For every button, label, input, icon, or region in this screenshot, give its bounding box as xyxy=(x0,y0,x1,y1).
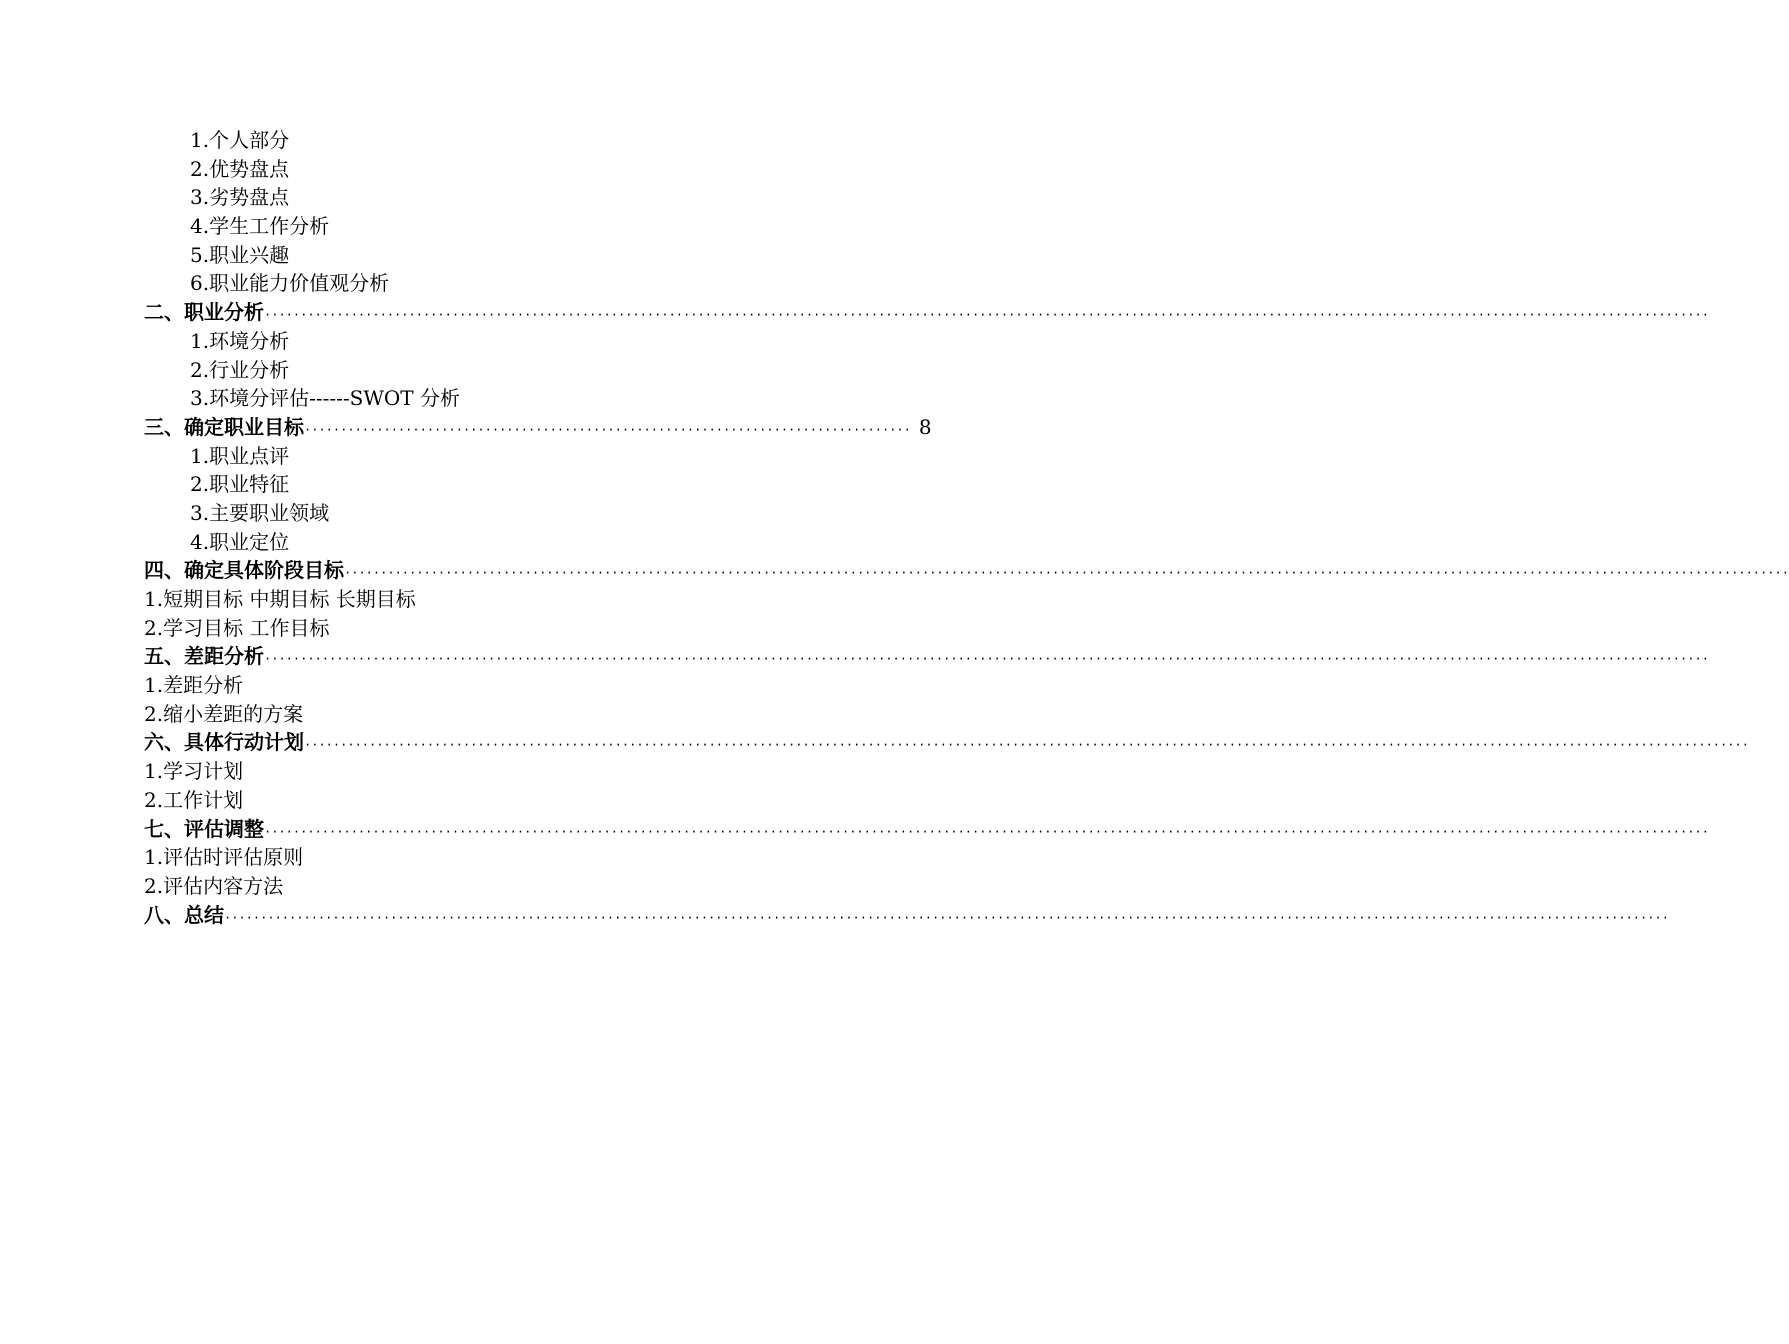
toc-section-heading xyxy=(0,642,1709,671)
toc-item: 2.优势盘点 xyxy=(190,156,290,181)
toc-item: 2.缩小差距的方案 xyxy=(144,701,304,726)
section-title: 七、评估调整 xyxy=(144,816,264,841)
toc-item: 2.学习目标 工作目标 xyxy=(144,615,330,640)
toc-item: 2.职业特征 xyxy=(190,472,290,497)
toc-item: 2.工作计划 xyxy=(144,787,244,812)
dot-leader: ········································································································································································································ xyxy=(264,308,1709,323)
toc-section-heading xyxy=(0,413,932,442)
section-title: 六、具体行动计划 xyxy=(144,730,304,755)
toc-item: 1.环境分析 xyxy=(190,328,290,353)
toc-item: 3.环境分评估------SWOT 分析 xyxy=(190,386,460,411)
section-title: 五、差距分析 xyxy=(144,644,264,669)
toc-item: 1.短期目标 中期目标 长期目标 xyxy=(144,587,416,611)
toc-item: 1.差距分析 xyxy=(144,673,244,698)
toc-section-heading xyxy=(0,815,1709,844)
toc-item: 2.行业分析 xyxy=(190,357,290,382)
toc-item: 4.职业定位 xyxy=(190,529,290,554)
dot-leader: ········································································································································································································ xyxy=(264,652,1709,667)
toc-item: 2.评估内容方法 xyxy=(144,873,284,898)
toc-section-heading xyxy=(0,728,1749,757)
dot-leader: ········································································································································································································ xyxy=(224,910,1669,925)
toc-item: 4.学生工作分析 xyxy=(190,214,330,239)
section-title: 四、确定具体阶段目标 xyxy=(144,558,344,583)
toc-item: 1.评估时评估原则 xyxy=(144,845,304,870)
toc-section-heading xyxy=(0,901,1669,930)
toc-item: 1.学习计划 xyxy=(144,759,244,784)
section-title: 三、确定职业目标 xyxy=(144,414,304,439)
toc-item: 5.职业兴趣 xyxy=(190,242,290,267)
toc-item: 1.职业点评 xyxy=(190,443,290,468)
dot-leader: ········································································································································································································ xyxy=(344,566,1789,581)
table-of-contents xyxy=(0,126,1789,929)
section-title: 八、总结 xyxy=(144,902,224,927)
dot-leader: ···················································································· xyxy=(304,422,911,437)
toc-item: 6.职业能力价值观分析 xyxy=(190,271,390,296)
toc-item: 3.劣势盘点 xyxy=(190,185,290,210)
section-title: 二、职业分析 xyxy=(144,300,264,325)
toc-item: 1.个人部分 xyxy=(190,128,290,152)
toc-section-heading xyxy=(0,298,1709,327)
toc-section-heading xyxy=(0,556,1789,585)
toc-item: 3.主要职业领域 xyxy=(190,500,330,525)
dot-leader: ········································································································································································································ xyxy=(304,738,1749,753)
page-number: 8 xyxy=(918,414,932,439)
dot-leader: ········································································································································································································ xyxy=(264,824,1709,839)
